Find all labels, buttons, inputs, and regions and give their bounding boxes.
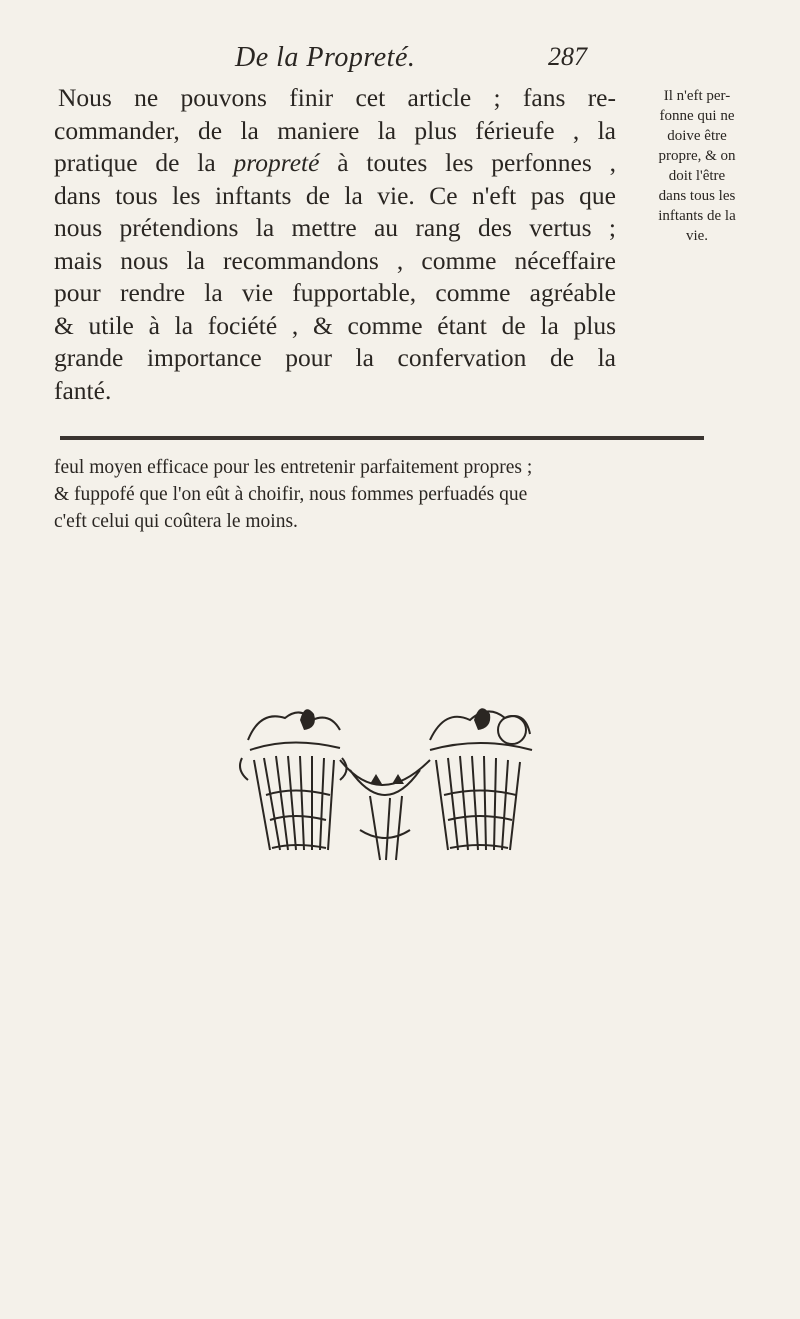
body-line-part: pratique de la bbox=[54, 148, 216, 177]
main-paragraph bbox=[54, 82, 616, 407]
body-line: fanté. bbox=[54, 375, 112, 405]
margin-note-line: Il n'eft per- bbox=[663, 88, 731, 104]
margin-note-line: vie. bbox=[685, 228, 709, 244]
body-line-part: à toutes les perfonnes , bbox=[337, 148, 616, 177]
body-line: & utile à la fociété , & comme étant de la plus bbox=[54, 310, 616, 340]
footnote-line: c'eft celui qui coûtera le moins. bbox=[54, 511, 298, 532]
body-line bbox=[54, 147, 616, 180]
page-number: 287 bbox=[548, 42, 587, 71]
emphasis-word: propreté bbox=[233, 148, 320, 177]
body-line: commander, de la maniere la plus férieufe , la bbox=[54, 115, 616, 145]
body-line: Nous ne pouvons finir cet article ; fans re- bbox=[58, 83, 616, 112]
margin-note-line: dans tous les bbox=[658, 188, 736, 204]
page-header bbox=[0, 40, 800, 80]
body-line: pour rendre la vie fupportable, comme agréable bbox=[54, 278, 616, 307]
footnote-line: & fuppofé que l'on eût à choifir, nous fommes perfuadés que bbox=[54, 484, 528, 505]
footnote-line: feul moyen efficace pour les entretenir parfaitement propres ; bbox=[54, 457, 533, 478]
body-line: grande importance pour la confervation de la bbox=[54, 343, 616, 372]
body-line: mais nous la recommandons , comme néceffaire bbox=[54, 245, 616, 275]
margin-note-line: propre, & on bbox=[658, 148, 736, 164]
footnote bbox=[54, 454, 654, 535]
margin-note-line: doive être bbox=[667, 128, 727, 144]
margin-note bbox=[622, 86, 772, 246]
running-title: De la Propreté. bbox=[235, 42, 416, 73]
footnote-divider bbox=[60, 436, 704, 440]
margin-note-line: inftants de la bbox=[658, 208, 736, 224]
baskets-ornament-icon bbox=[230, 700, 545, 870]
body-line: nous prétendions la mettre au rang des vertus ; bbox=[54, 213, 616, 242]
margin-note-line: doit l'être bbox=[668, 168, 726, 184]
margin-note-line: fonne qui ne bbox=[659, 108, 735, 124]
body-line: dans tous les inftants de la vie. Ce n'eft pas que bbox=[54, 180, 616, 210]
